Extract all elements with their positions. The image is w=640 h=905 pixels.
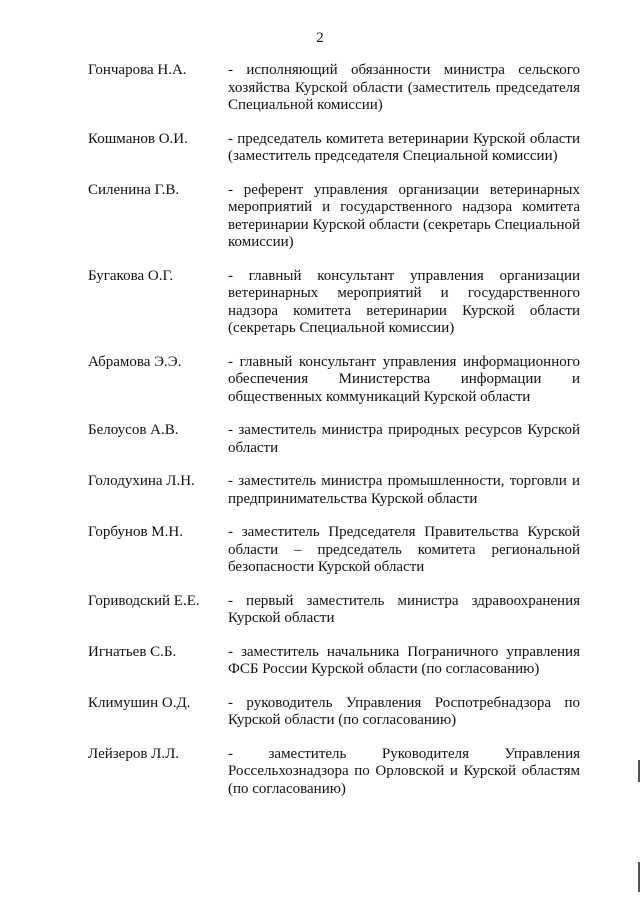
member-role: - исполняющий обязанности министра сельского хозяйства Курской области (заместитель председателя Специальной комиссии) [228, 62, 580, 113]
member-row [88, 644, 580, 679]
member-role: - первый заместитель министра здравоохранения Курской области [228, 592, 580, 626]
member-name: Гончарова Н.А. [88, 62, 187, 78]
member-row [88, 593, 580, 628]
member-name: Климушин О.Д. [88, 694, 191, 711]
member-name: Голодухина Л.Н. [88, 473, 195, 489]
member-row [88, 473, 580, 508]
member-row [88, 524, 580, 577]
member-row [88, 422, 580, 457]
member-role: - руководитель Управления Роспотребнадзора по Курской области (по согласованию) [228, 694, 580, 728]
member-row [88, 62, 580, 115]
page-number: 2 [316, 30, 324, 46]
member-row [88, 695, 580, 730]
commission-member-list [88, 62, 580, 814]
member-role: - заместитель министра природных ресурсов Курской области [228, 422, 580, 456]
member-name: Силенина Г.В. [88, 181, 180, 198]
member-name: Лейзеров Л.Л. [88, 745, 180, 762]
member-role: - главный консультант управления информационного обеспечения Министерства информации и общественных коммуникаций Курской области [228, 353, 580, 405]
member-name: Горбунов М.Н. [88, 524, 183, 540]
member-name: Гориводский Е.Е. [88, 592, 200, 609]
member-row [88, 182, 580, 252]
member-name: Кошманов О.И. [88, 130, 188, 147]
member-row [88, 131, 580, 166]
member-role: - заместитель Руководителя Управления Россельхознадзора по Орловской и Курской областям (по согласованию) [228, 745, 580, 797]
member-name: Абрамова Э.Э. [88, 353, 182, 370]
member-role: - заместитель Председателя Правительства Курской области – председатель комитета региональной безопасности Курской области [228, 524, 580, 575]
member-role: - председатель комитета ветеринарии Курской области (заместитель председателя Специальной комиссии) [228, 130, 580, 164]
member-name: Бугакова О.Г. [88, 267, 174, 284]
member-row [88, 268, 580, 338]
member-row [88, 746, 580, 799]
member-role: - заместитель министра промышленности, торговли и предпринимательства Курской области [228, 473, 580, 507]
member-role: - референт управления организации ветеринарных мероприятий и государственного надзора комитета ветеринарии Курской области (секретарь Специальной комиссии) [228, 181, 580, 250]
member-row [88, 354, 580, 407]
member-role: - заместитель начальника Пограничного управления ФСБ России Курской области (по согласованию) [228, 643, 580, 677]
member-role: - главный консультант управления организации ветеринарных мероприятий и государственного надзора комитета ветеринарии Курской области (секретарь Специальной комиссии) [228, 267, 580, 336]
member-name: Белоусов А.В. [88, 422, 179, 438]
member-name: Игнатьев С.Б. [88, 643, 177, 660]
